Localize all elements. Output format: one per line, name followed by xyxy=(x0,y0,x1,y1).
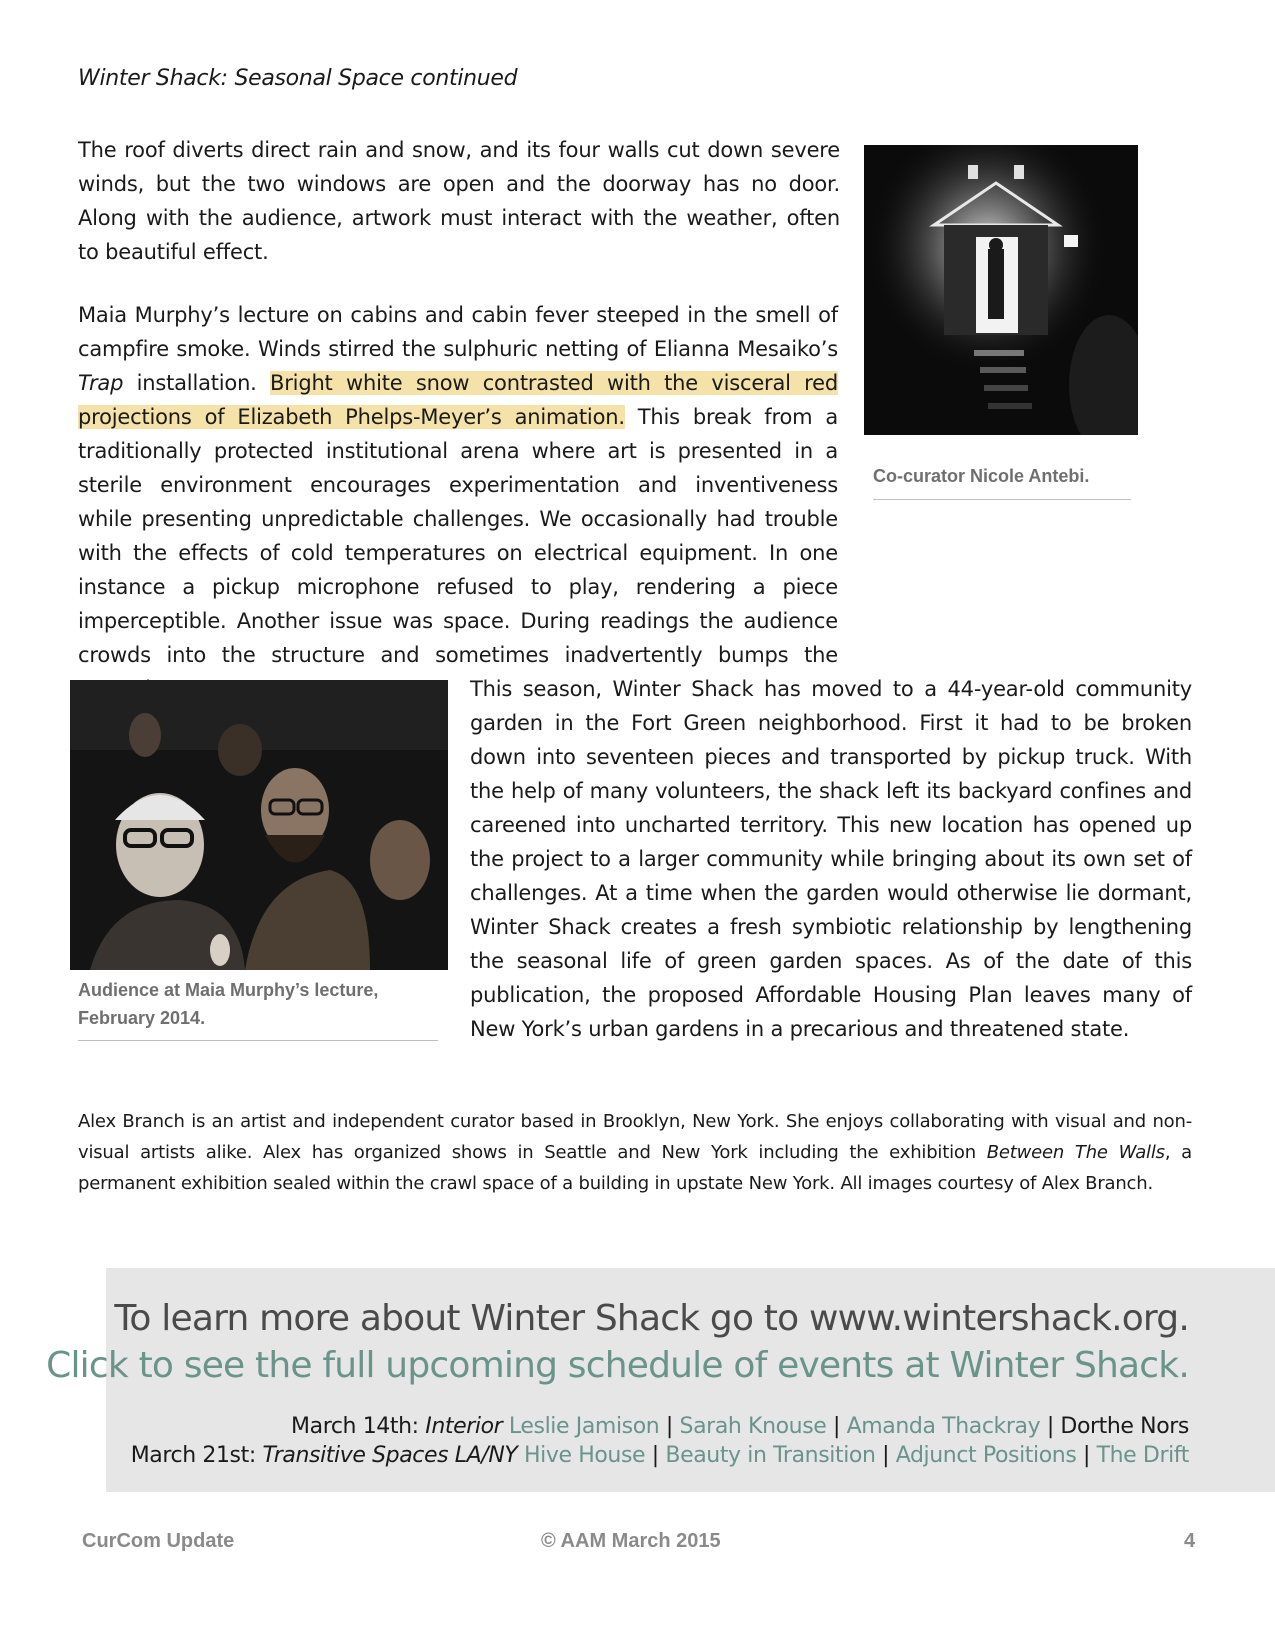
event-link[interactable]: Hive House xyxy=(524,1443,646,1468)
highlighted-text: Bright white snow contrasted with the visceral red projections of Elizabeth Phelps-Meyer’s animation. xyxy=(78,371,838,429)
event-link[interactable]: Leslie Jamison xyxy=(508,1414,660,1439)
caption-photo-2: Audience at Maia Murphy’s lecture, February 2014. xyxy=(78,980,379,1028)
event-link[interactable]: Beauty in Transition xyxy=(665,1443,876,1468)
footer-copyright: © AAM March 2015 xyxy=(541,1530,721,1552)
footer-publication: CurCom Update xyxy=(82,1530,235,1552)
event-link[interactable]: Sarah Knouse xyxy=(679,1414,827,1439)
page-number: 4 xyxy=(1184,1530,1196,1552)
caption-photo-1: Co-curator Nicole Antebi. xyxy=(873,466,1090,486)
caption-divider xyxy=(873,499,1131,500)
promo-box xyxy=(46,1268,1275,1492)
event-link[interactable]: Adjunct Positions xyxy=(895,1443,1077,1468)
photo-audience-at-lecture xyxy=(70,680,448,970)
author-bio: Alex Branch is an artist and independent curator based in Brooklyn, New York. She enjoys collaborating with visual and non-visual artists alike. Alex has organized shows in Seattle and New York including the exhibition Between The Walls, a permanent exhibition sealed within the crawl space of a building in upstate New York. All images courtesy of Alex Branch. xyxy=(78,1111,1192,1194)
schedule-row-march-14: March 14th: Interior Leslie Jamison | Sarah Knouse | Amanda Thackray | Dorthe Nors xyxy=(291,1414,1189,1439)
promo-website-line[interactable]: To learn more about Winter Shack go to www.wintershack.org. xyxy=(114,1298,1189,1339)
paragraph-2: Maia Murphy’s lecture on cabins and cabin fever steeped in the smell of campfire smoke. Winds stirred the sulphuric netting of Elianna Mesaiko’s Trap installation. Bright white snow contrasted with the visceral red projections of Elizabeth Phelps-Meyer’s animation. This break from a traditionally protected institutional arena where art is presented in a sterile environment encourages experimentation and inventiveness while presenting unpredictable challenges. We occasionally had trouble with the effects of cold temperatures on electrical equipment. In one instance a pickup microphone refused to play, rendering a piece imperceptible. Another issue was space. During readings the audience crowds into the structure and sometimes inadvertently bumps the xyxy=(78,298,1192,706)
paragraph-3: This season, Winter Shack has moved to a 44-year-old community garden in the Fort Green neighborhood. First it had to be broken down into seventeen pieces and transported by pickup truck. With the help of many volunteers, the shack left its backyard confines and careened into uncharted territory. This new location has opened up the project to a larger community while bringing about its own set of challenges. At a time when the garden would otherwise lie dormant, Winter Shack creates a fresh symbiotic relationship by lengthening the seasonal life of green garden spaces. As of the date of this publication, the proposed Affordable Housing Plan leaves many of New York’s urban gardens in a precarious and threatened state. xyxy=(470,677,1192,1041)
paragraph-1: The roof diverts direct rain and snow, and its four walls cut down severe winds, but the two windows are open and the doorway has no door. Along with the audience, artwork must interact with the weather, often to beautiful effect. xyxy=(78,138,840,264)
photo-co-curator-in-shack xyxy=(864,145,1138,435)
event-link[interactable]: Amanda Thackray xyxy=(846,1414,1041,1439)
schedule-row-march-21: March 21st: Transitive Spaces LA/NY Hive House | Beauty in Transition | Adjunct Positions | The Drift xyxy=(130,1443,1189,1468)
running-title: Winter Shack: Seasonal Space continued xyxy=(78,66,518,91)
event-link[interactable]: The Drift xyxy=(1096,1443,1189,1468)
promo-schedule-link[interactable]: Click to see the full upcoming schedule of events at Winter Shack. xyxy=(46,1345,1189,1386)
caption-divider xyxy=(78,1040,438,1041)
